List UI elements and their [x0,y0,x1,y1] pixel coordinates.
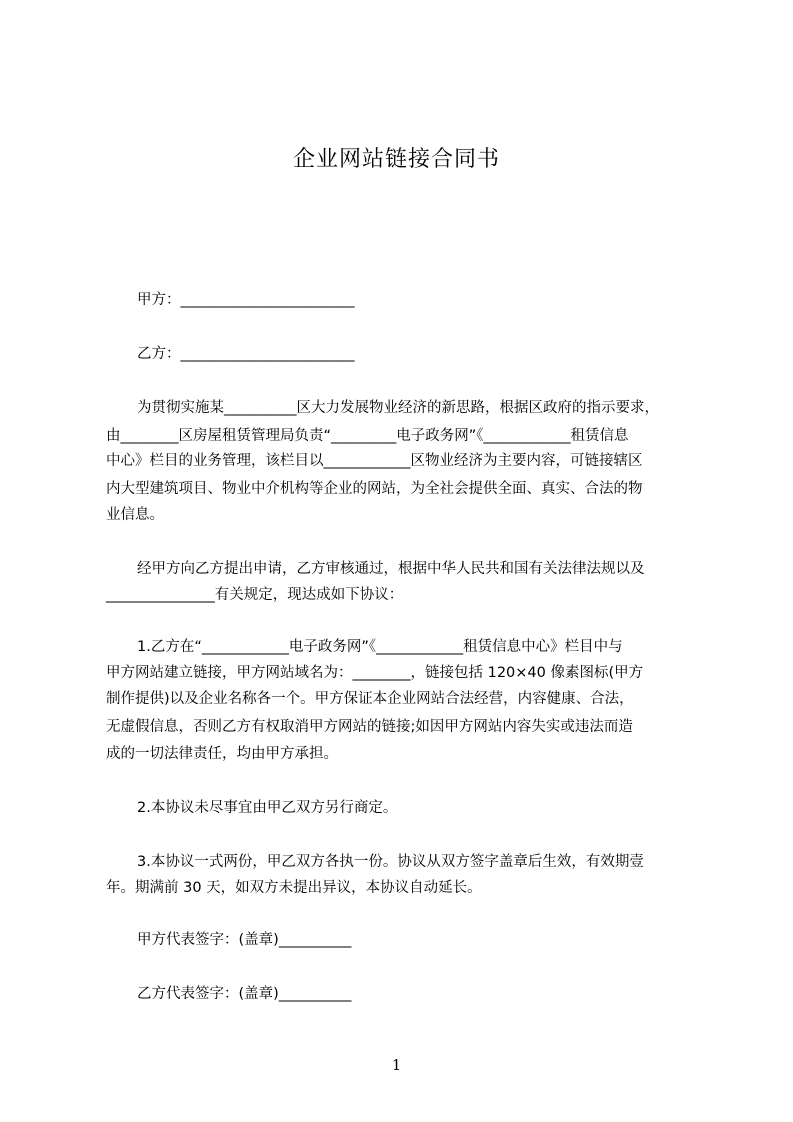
paragraph-line: 业信息。 [106,507,164,523]
signature-party-b: 乙方代表签字：(盖章)__________ [137,986,352,1002]
signature-party-a: 甲方代表签字：(盖章)__________ [137,932,352,948]
clause-line: 年。期满前 30 天，如双方未提出异议，本协议自动延长。 [106,880,482,896]
clause-line: 1.乙方在“____________电子政务网”《____________租赁信息中心》栏目中与 [137,639,623,655]
paragraph-line: _______________有关规定，现达成如下协议： [106,587,404,603]
clause-2: 2.本协议未尽事宜由甲乙双方另行商定。 [137,800,398,816]
clause-line: 无虚假信息，否则乙方有权取消甲方网站的链接;如因甲方网站内容失实或违法而造 [106,719,633,735]
paragraph-line: 内大型建筑项目、物业中介机构等企业的网站，为全社会提供全面、真实、合法的物 [106,481,643,497]
document-title: 企业网站链接合同书 [292,147,500,172]
clause-line: 制作提供)以及企业名称各一个。甲方保证本企业网站合法经营，内容健康、合法， [106,691,634,707]
page-number: 1 [391,1056,402,1074]
party-a-line: 甲方：________________________ [137,292,355,308]
party-b-line: 乙方：________________________ [137,346,355,362]
clause-line: 3.本协议一式两份，甲乙双方各执一份。协议从双方签字盖章后生效，有效期壹 [137,854,644,870]
clause-line: 甲方网站建立链接，甲方网站域名为：________，链接包括 120×40 像素图标(甲方 [106,665,644,681]
paragraph-line: 为贯彻实施某__________区大力发展物业经济的新思路，根据区政府的指示要求， [137,400,659,416]
paragraph-line: 经甲方向乙方提出申请，乙方审核通过，根据中华人民共和国有关法律法规以及 [137,561,645,577]
paragraph-line: 由________区房屋租赁管理局负责“_________电子政务网”《____________租赁信息 [106,428,629,444]
paragraph-line: 中心》栏目的业务管理，该栏目以____________区物业经济为主要内容，可链接辖区 [106,453,643,469]
clause-line: 成的一切法律责任，均由甲方承担。 [106,746,338,762]
